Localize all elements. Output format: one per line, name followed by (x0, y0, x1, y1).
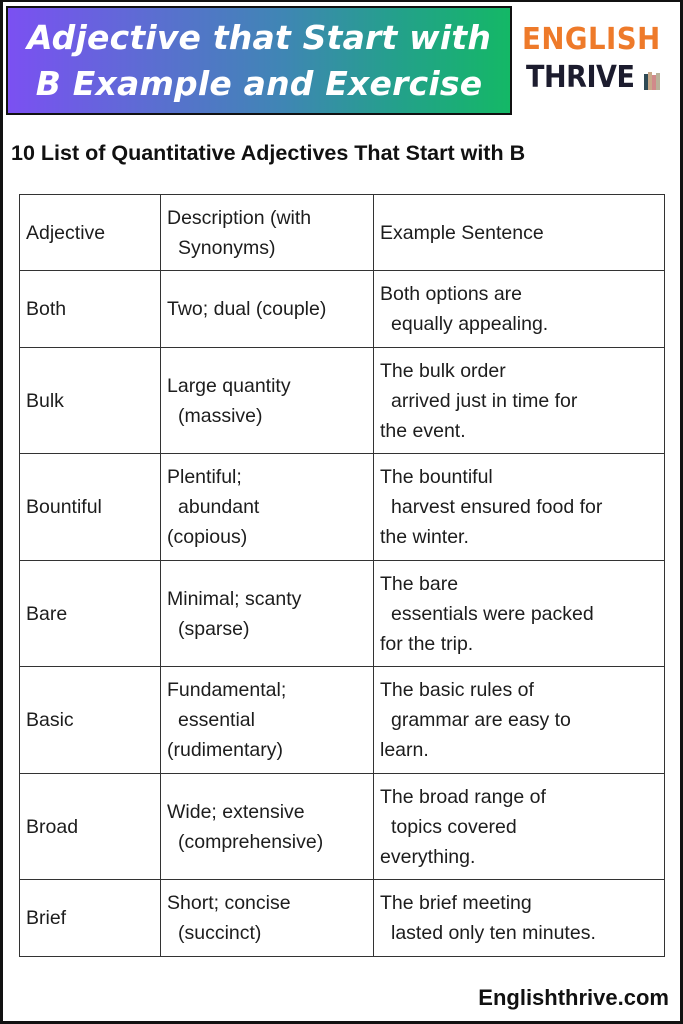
cell-adjective: Bulk (20, 348, 161, 454)
header-description (161, 195, 374, 271)
title-banner (6, 6, 512, 115)
header-example (374, 195, 665, 271)
table-row (20, 774, 665, 880)
cell-line: Plentiful; (167, 466, 242, 488)
cell-line: arrived just in time for (391, 389, 578, 412)
table-row (20, 880, 665, 957)
cell-line: (copious) (167, 526, 248, 548)
cell-line: harvest ensured food for (391, 496, 603, 518)
cell-line: equally appealing. (391, 313, 549, 335)
header-text: Example Sentence (380, 221, 544, 244)
cell-line: The bountiful (380, 466, 493, 488)
cell-example (374, 561, 665, 667)
cell-line: essential (178, 709, 255, 731)
cell-adjective: Broad (20, 774, 161, 880)
cell-description (161, 348, 374, 454)
cell-line: Two; dual (couple) (167, 298, 327, 320)
header-text: Adjective (26, 221, 106, 244)
table-row (20, 454, 665, 561)
table-header-row (20, 195, 665, 271)
cell-line: Fundamental; (167, 679, 287, 701)
cell-description (161, 667, 374, 774)
cell-line: (succinct) (178, 922, 262, 944)
cell-line: abundant (178, 496, 260, 518)
cell-line: for the trip. (380, 632, 474, 655)
cell-line: learn. (380, 739, 429, 761)
cell-line: The brief meeting (380, 892, 532, 914)
table-row (20, 667, 665, 774)
cell-description (161, 774, 374, 880)
table-row (20, 348, 665, 454)
cell-line: Short; concise (167, 892, 291, 914)
cell-example (374, 667, 665, 774)
cell-line: Minimal; scanty (167, 587, 302, 610)
cell-example (374, 454, 665, 561)
cell-line: essentials were packed (391, 602, 594, 625)
cell-line: (comprehensive) (178, 830, 324, 853)
title-line-2: B Example and Exercise (35, 63, 483, 103)
header-text: Synonyms) (178, 236, 276, 259)
cell-line: the winter. (380, 526, 469, 548)
section-heading: 10 List of Quantitative Adjectives That Start with B (11, 141, 526, 165)
logo-word-english: ENGLISH (522, 22, 661, 57)
cell-line: The broad range of (380, 785, 546, 808)
cell-line: Wide; extensive (167, 800, 305, 823)
cell-line: grammar are easy to (391, 709, 571, 731)
cell-description (161, 880, 374, 957)
table-row (20, 271, 665, 348)
cell-description (161, 271, 374, 348)
cell-example (374, 880, 665, 957)
cell-line: Large quantity (167, 374, 291, 397)
cell-line: (sparse) (178, 617, 250, 640)
cell-line: topics covered (391, 815, 517, 838)
adjectives-table (19, 194, 665, 957)
english-thrive-logo (520, 22, 670, 102)
cell-example (374, 774, 665, 880)
cell-line: lasted only ten minutes. (391, 922, 596, 944)
logo-word-thrive: THRIVE (526, 60, 635, 95)
books-icon (644, 70, 660, 90)
cell-line: everything. (380, 845, 476, 868)
title-line-1: Adjective that Start with (26, 17, 492, 57)
cell-adjective: Bare (20, 561, 161, 667)
cell-line: the event. (380, 419, 466, 442)
cell-line: Both options are (380, 283, 523, 305)
cell-adjective: Basic (20, 667, 161, 774)
site-url: Englishthrive.com (478, 985, 669, 1010)
header-adjective (20, 195, 161, 271)
table-row (20, 561, 665, 667)
cell-line: (massive) (178, 404, 263, 427)
cell-adjective: Both (20, 271, 161, 348)
cell-line: (rudimentary) (167, 739, 283, 761)
cell-description (161, 454, 374, 561)
cell-example (374, 348, 665, 454)
header-text: Description (with (167, 206, 312, 229)
cell-line: The bare (380, 572, 459, 595)
cell-adjective: Bountiful (20, 454, 161, 561)
cell-adjective: Brief (20, 880, 161, 957)
cell-description (161, 561, 374, 667)
cell-line: The bulk order (380, 359, 506, 382)
cell-line: The basic rules of (380, 679, 534, 701)
cell-example (374, 271, 665, 348)
